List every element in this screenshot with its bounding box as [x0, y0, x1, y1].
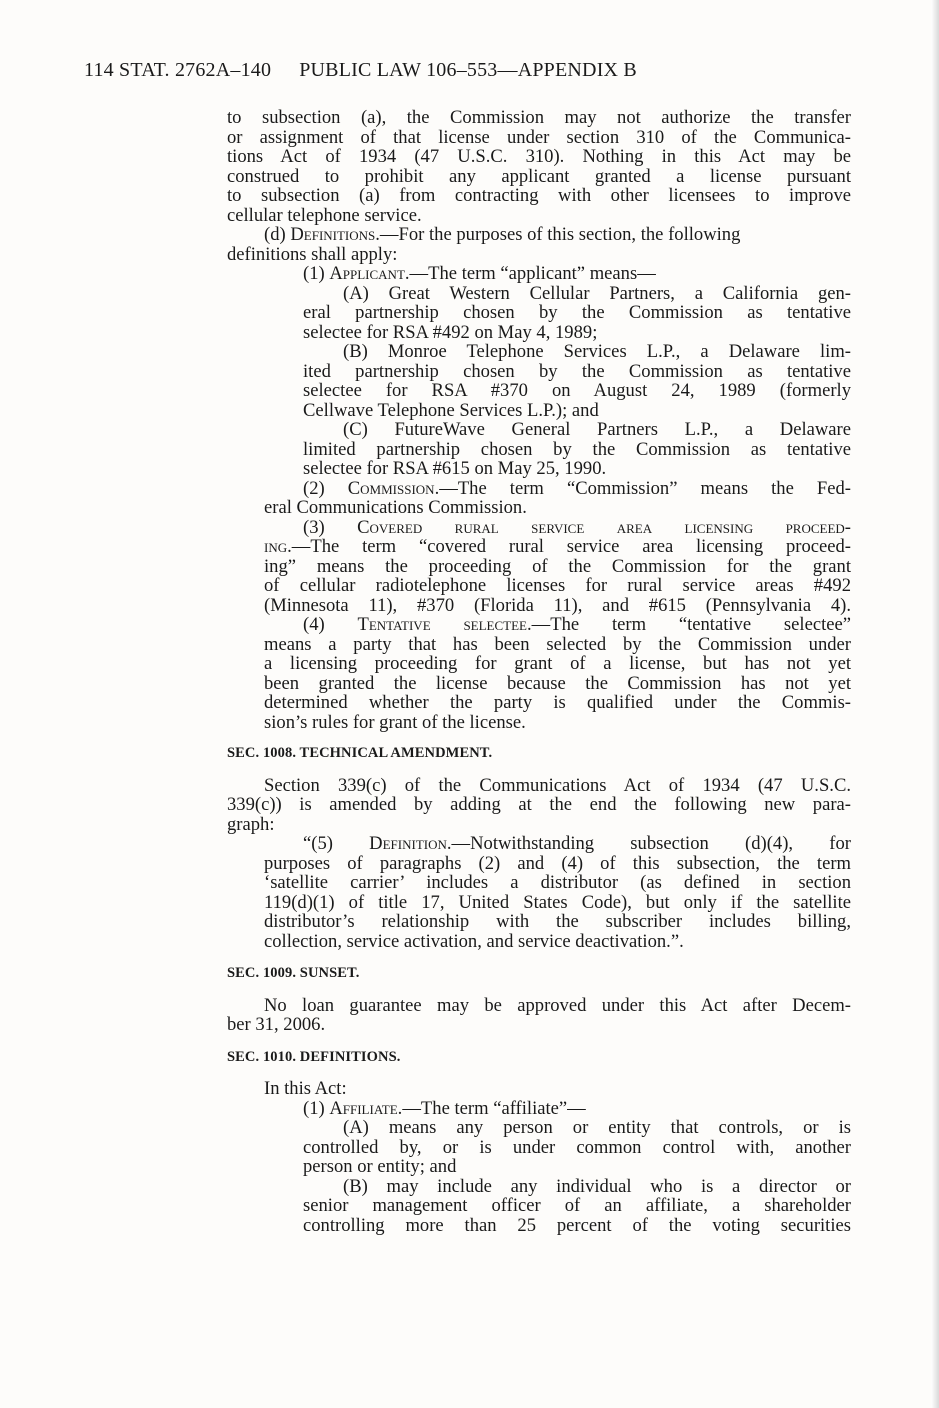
text-line: ited partnership chosen by the Commission as tentative — [303, 360, 851, 382]
text-line: selectee for RSA #615 on May 25, 1990. — [303, 458, 607, 479]
paragraph-number: (3) — [303, 516, 358, 538]
spacer — [227, 984, 851, 996]
subsection-d-heading — [227, 225, 851, 245]
paragraph-title: Affiliate — [329, 1097, 398, 1119]
law-title: PUBLIC LAW 106–553—APPENDIX B — [299, 59, 637, 81]
text-line: 339(c)) is amended by adding at the end the following new para- — [227, 794, 851, 815]
page-number: 114 STAT. 2762A–140 — [84, 59, 272, 81]
spacer — [227, 732, 851, 744]
paragraph-number: (2) — [303, 477, 348, 499]
text-line: ing” means the proceeding of the Commission for the grant — [264, 555, 851, 577]
paragraph-number: “(5) — [303, 833, 370, 854]
text-line: tions Act of 1934 (47 U.S.C. 310). Nothing in this Act may be — [227, 146, 851, 167]
paragraph-heading — [227, 479, 851, 499]
subsection-number: (d) — [264, 224, 291, 245]
text-line: In this Act: — [264, 1078, 347, 1099]
text-line: (A) Great Western Cellular Partners, a California gen- — [343, 282, 851, 304]
text-line: a licensing proceeding for grant of a license, but has not yet — [264, 653, 851, 674]
paragraph-title: Definition — [369, 833, 447, 854]
paragraph-title: Commission — [347, 477, 435, 499]
paragraph-text: .—The term “applicant” means— — [404, 263, 656, 284]
text-line: eral partnership chosen by the Commission as tentative — [303, 302, 851, 323]
text-line: or assignment of that license under section 310 of the Communica- — [227, 126, 851, 148]
text-line: ber 31, 2006. — [227, 1014, 326, 1035]
text-line: purposes of paragraphs (2) and (4) of this subsection, the term — [264, 852, 851, 874]
text-line: controlling more than 25 percent of the voting securities — [303, 1214, 851, 1236]
text-line: sion’s rules for grant of the license. — [264, 711, 526, 733]
paragraph-heading — [227, 615, 851, 635]
text-line: eral Communications Commission. — [264, 497, 527, 518]
document-body — [227, 108, 851, 1235]
text-line: means a party that has been selected by the Commission under — [264, 633, 851, 655]
section-heading-1010: SEC. 1010. DEFINITIONS. — [227, 1048, 401, 1065]
text-line: Section 339(c) of the Communications Act of 1934 (47 U.S.C. — [264, 774, 851, 796]
text-line: No loan guarantee may be approved under this Act after Decem- — [264, 994, 851, 1016]
text-line: (C) FutureWave General Partners L.P., a Delaware — [343, 419, 851, 440]
section-heading-1009: SEC. 1009. SUNSET. — [227, 965, 360, 981]
subsection-title: Definitions — [290, 224, 376, 245]
paragraph-text: .—The term “tentative selectee” — [527, 614, 851, 635]
paragraph-title: Applicant — [329, 263, 405, 284]
text-line: selectee for RSA #370 on August 24, 1989 (formerly — [303, 380, 851, 401]
text-line: Cellwave Telephone Services L.P.); and — [303, 399, 599, 421]
text-line: construed to prohibit any applicant granted a license pursuant — [227, 165, 851, 187]
text-line: collection, service activation, and service deactivation.”. — [264, 930, 684, 952]
paragraph-text: .—The term “affiliate”— — [397, 1097, 586, 1119]
paragraph-number: (4) — [303, 614, 358, 635]
text-line: (B) may include any individual who is a director or — [343, 1175, 851, 1197]
text-line: cellular telephone service. — [227, 204, 422, 226]
section-heading-1008: SEC. 1008. TECHNICAL AMENDMENT. — [227, 745, 493, 761]
paragraph-heading — [227, 1099, 851, 1119]
text-line — [227, 537, 851, 557]
text-line: controlled by, or is under common control with, another — [303, 1136, 851, 1158]
text-line: been granted the license because the Commission has not yet — [264, 672, 851, 694]
paragraph-heading — [227, 834, 851, 854]
page-edge-shadow — [931, 0, 939, 1408]
text-line: (A) means any person or entity that controls, or is — [343, 1117, 851, 1138]
paragraph-number: (1) — [303, 263, 330, 284]
text-line: senior management officer of an affiliate, a shareholder — [303, 1195, 851, 1216]
text-line: determined whether the party is qualified under the Commis- — [264, 692, 851, 713]
text-line: to subsection (a), the Commission may not authorize the transfer — [227, 107, 851, 128]
text-line: (Minnesota 11), #370 (Florida 11), and #615 (Pennsylvania 4). — [264, 594, 851, 616]
text-line: of cellular radiotelephone licenses for rural service areas #492 — [264, 575, 851, 596]
text-line: to subsection (a) from contracting with other licensees to improve — [227, 185, 851, 206]
page-header — [84, 59, 844, 82]
paragraph-title: ing — [264, 536, 288, 557]
paragraph-number: (1) — [303, 1097, 330, 1119]
subsection-text: .—For the purposes of this section, the following — [375, 224, 741, 245]
spacer — [227, 1035, 851, 1048]
paragraph-title: Tentative selectee — [357, 614, 527, 635]
spacer — [227, 764, 851, 776]
text-line: graph: — [227, 813, 275, 835]
paragraph-text: .—The term “Commission” means the Fed- — [434, 477, 851, 499]
paragraph-heading — [227, 518, 851, 538]
paragraph-heading — [227, 264, 851, 284]
text-line: 119(d)(1) of title 17, United States Code), but only if the satellite — [264, 891, 851, 913]
text-line: ‘satellite carrier’ includes a distributor (as defined in section — [264, 872, 851, 893]
text-line: (B) Monroe Telephone Services L.P., a Delaware lim- — [343, 341, 851, 362]
paragraph-text: .—Notwithstanding subsection (d)(4), for — [446, 833, 851, 854]
spacer — [227, 951, 851, 964]
text-line: selectee for RSA #492 on May 4, 1989; — [303, 321, 598, 343]
paragraph-title: Covered rural service area licensing proceed- — [357, 516, 851, 538]
text-line: limited partnership chosen by the Commission as tentative — [303, 438, 851, 460]
paragraph-text: .—The term “covered rural service area licensing proceed- — [287, 536, 851, 557]
text-line: person or entity; and — [303, 1156, 457, 1177]
text-line: definitions shall apply: — [227, 243, 398, 265]
text-line: distributor’s relationship with the subscriber includes billing, — [264, 911, 851, 932]
